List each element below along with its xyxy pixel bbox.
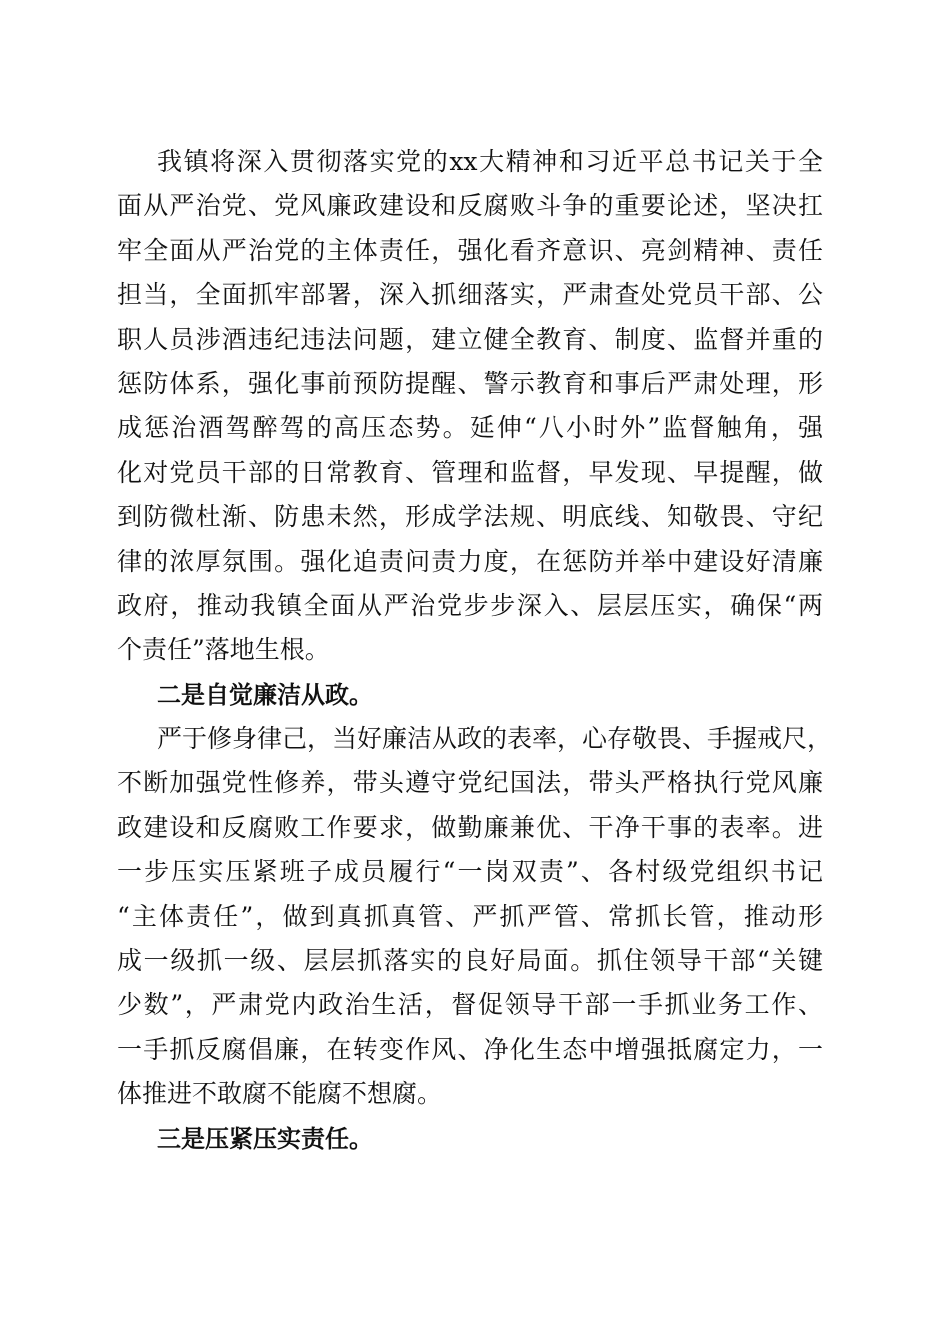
paragraph-line: 牢全面从严治党的主体责任，强化看齐意识、亮剑精神、责任 [117,235,823,265]
paragraph-line: 少数”，严肃党内政治生活，督促领导干部一手抓业务工作、 [117,990,823,1020]
paragraph-line: 到防微杜渐、防患未然，形成学法规、明底线、知敬畏、守纪 [117,502,823,532]
paragraph-line: 我镇将深入贯彻落实党的xx大精神和习近平总书记关于全 [157,147,823,176]
paragraph-line: “主体责任”，做到真抓真管、严抓严管、常抓长管，推动形 [117,901,823,931]
paragraph-line: 严于修身律己，当好廉洁从政的表率，心存敬畏、手握戒尺， [157,724,833,754]
paragraph-2 [117,717,833,1117]
section-heading-3: 三是压紧压实责任。 [157,1124,373,1153]
paragraph-line: 成一级抓一级、层层抓落实的良好局面。抓住领导干部“关键 [117,946,823,976]
paragraph-line: 惩防体系，强化事前预防提醒、警示教育和事后严肃处理，形 [117,368,823,398]
document-body [117,140,833,1161]
paragraph-line: 政府，推动我镇全面从严治党步步深入、层层压实，确保“两 [117,590,823,620]
paragraph-line: 职人员涉酒违纪违法问题，建立健全教育、制度、监督并重的 [117,324,823,354]
paragraph-1 [117,140,823,673]
paragraph-line: 律的浓厚氛围。强化追责问责力度，在惩防并举中建设好清廉 [117,546,823,576]
paragraph-line: 面从严治党、党风廉政建设和反腐败斗争的重要论述，坚决扛 [117,191,823,221]
section-heading-2: 二是自觉廉洁从政。 [157,680,373,709]
paragraph-line: 政建设和反腐败工作要求，做勤廉兼优、干净干事的表率。进 [117,812,823,842]
paragraph-line: 化对党员干部的日常教育、管理和监督，早发现、早提醒，做 [117,457,823,487]
paragraph-line: 一步压实压紧班子成员履行“一岗双责”、各村级党组织书记 [117,857,823,887]
paragraph-line: 一手抓反腐倡廉，在转变作风、净化生态中增强抵腐定力，一 [117,1034,823,1064]
paragraph-line: 成惩治酒驾醉驾的高压态势。延伸“八小时外”监督触角，强 [117,413,823,443]
paragraph-line: 个责任”落地生根。 [117,635,330,665]
paragraph-line: 体推进不敢腐不能腐不想腐。 [117,1079,443,1109]
paragraph-line: 不断加强党性修养，带头遵守党纪国法，带头严格执行党风廉 [117,768,823,798]
paragraph-line: 担当，全面抓牢部署，深入抓细落实，严肃查处党员干部、公 [117,280,823,310]
